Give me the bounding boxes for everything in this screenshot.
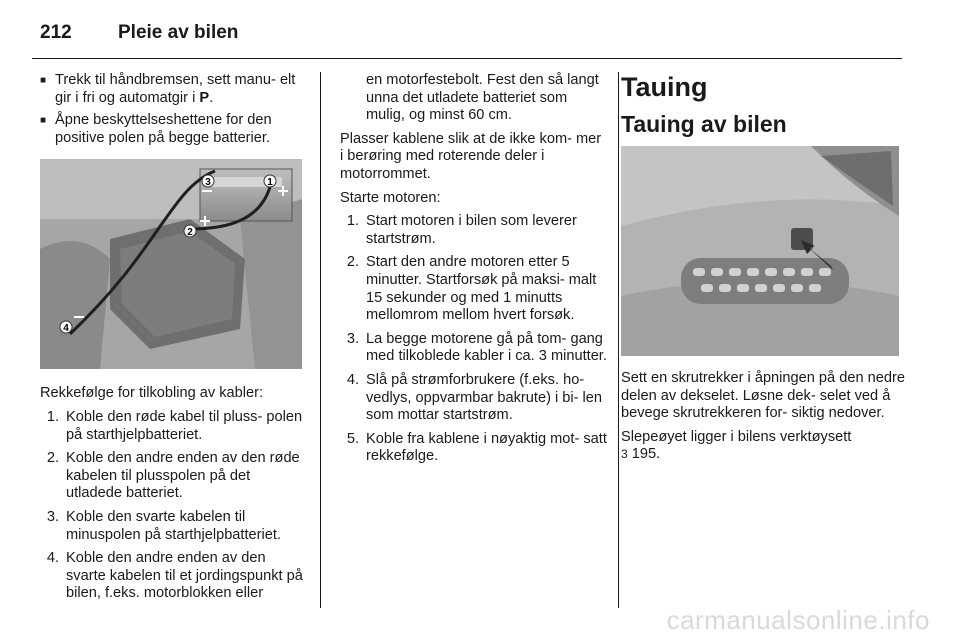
- paragraph: Starte motoren:: [340, 189, 441, 206]
- column-divider-1: [320, 72, 321, 608]
- page-reference: 195.: [631, 446, 661, 463]
- bullet-item: ■ Trekk til håndbremsen, sett manu- elt gir i fri og automatgir i P.: [40, 72, 296, 106]
- column-2: [340, 72, 608, 472]
- connection-intro: Rekkefølge for tilkobling av kabler:: [40, 385, 264, 402]
- paragraph: Sett en skrutrekker i åpningen på den nedre delen av dekselet. Løsne dek- selet ved å bevege skrutrekkeren for- siktig nedover.: [621, 370, 905, 422]
- page-reference-icon: 3: [621, 447, 628, 462]
- watermark: carmanualsonline.info: [666, 605, 930, 635]
- paragraph: Plasser kablene slik at de ikke kom- mer i berøring med roterende deler i motorrommet.: [340, 130, 602, 182]
- page-title: Pleie av bilen: [118, 22, 239, 43]
- figure-label-1: 1: [267, 177, 273, 189]
- column-1: [40, 72, 308, 609]
- figure-label-4: 4: [63, 323, 69, 335]
- step-continuation: en motorfestebolt. Fest den så langt unna det utladete batteriet som mulig, og minst 60 cm.: [366, 72, 599, 124]
- page-number: 212: [40, 22, 72, 43]
- paragraph: Slepeøyet ligger i bilens verktøysett 3 195.: [621, 428, 852, 463]
- towing-cover-illustration: [621, 146, 899, 356]
- square-bullet-icon: ■: [40, 115, 47, 127]
- list-item: 4. Slå på strømforbrukere (f.eks. ho- vedlys, oppvarmbar bakrute) i bi- len som mottar startstrøm.: [346, 371, 603, 424]
- list-item: 2. Koble den andre enden av den røde kabelen til plusspolen på det utladede batteriet.: [46, 450, 300, 502]
- page-header: [40, 22, 238, 44]
- list-item: 4. Koble den andre enden av den svarte kabelen til et jordingspunkt på bilen, f.eks. motorblokken eller: [46, 550, 303, 602]
- header-divider: [32, 58, 902, 59]
- jump-start-illustration: [40, 159, 302, 369]
- list-item: 3. La begge motorene gå på tom- gang med tilkoblede kabler i ca. 3 minutter.: [346, 330, 607, 365]
- column-divider-2: [618, 72, 619, 608]
- figure-label-3: 3: [205, 177, 211, 189]
- column-3: [621, 72, 909, 470]
- subsection-heading: Tauing av bilen: [621, 111, 787, 137]
- list-item: 2. Start den andre motoren etter 5 minutter. Startforsøk på maksi- malt 15 sekunder og med 1 minutts mellomrom mellom hvert forsøk.: [346, 254, 597, 324]
- list-item: 1. Start motoren i bilen som leverer startstrøm.: [346, 213, 577, 247]
- list-item: 1. Koble den røde kabel til pluss- polen på starthjelpbatteriet.: [46, 408, 303, 443]
- bullet-item: ■ Åpne beskyttelseshettene for den positive polen på begge batterier.: [40, 112, 272, 146]
- figure-label-2: 2: [187, 227, 193, 239]
- section-heading: Tauing: [621, 72, 708, 102]
- list-item: 5. Koble fra kablene i nøyaktig mot- satt rekkefølge.: [346, 430, 607, 465]
- list-item: 3. Koble den svarte kabelen til minuspolen på starthjelpbatteriet.: [46, 508, 281, 543]
- square-bullet-icon: ■: [40, 75, 47, 86]
